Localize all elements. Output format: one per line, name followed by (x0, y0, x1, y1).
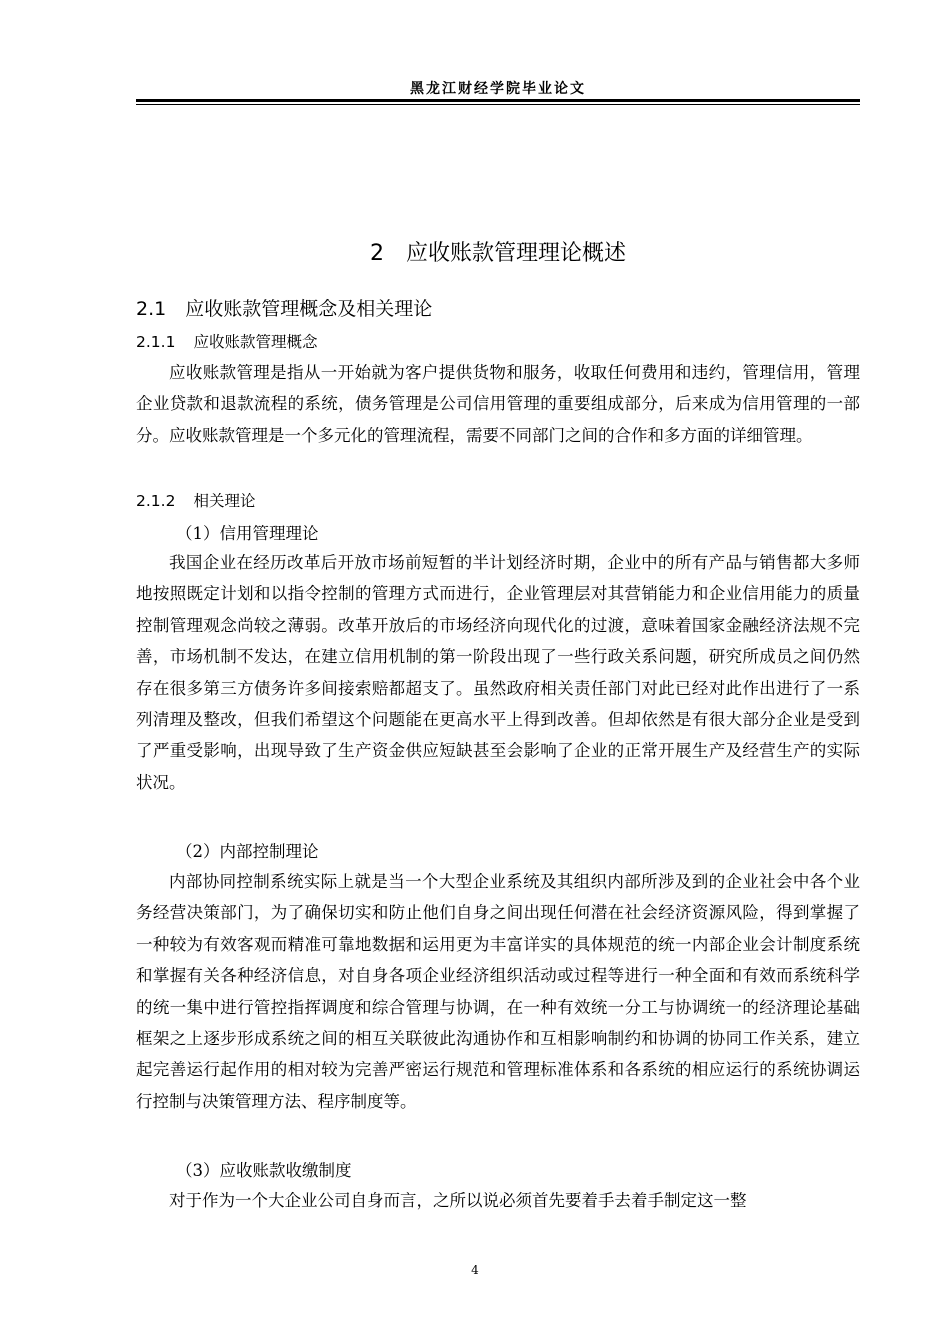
subsection-title: 相关理论 (193, 492, 256, 510)
page-number: 4 (471, 1263, 479, 1277)
chapter-title (136, 236, 860, 267)
subsection-heading-2-1-2 (136, 489, 255, 511)
header-rule-thin (136, 104, 860, 105)
subsection-heading-2-1-1 (136, 330, 317, 352)
chapter-title-text: 应收账款管理理论概述 (405, 241, 626, 266)
header-rule-thick (136, 99, 860, 102)
paragraph-concept: 应收账款管理是指从一开始就为客户提供货物和服务，收取任何费用和违约，管理信用，管理企业贷款和退款流程的系统，债务管理是公司信用管理的重要组成部分，后来成为信用管理的一部分。应收账款管理是一个多元化的管理流程，需要不同部门之间的合作和多方面的详细管理。 (136, 363, 860, 445)
chapter-number: 2 (369, 241, 384, 266)
paragraph-collection: 对于作为一个大企业公司自身而言，之所以说必须首先要着手去着手制定这一整 (169, 1191, 747, 1210)
running-header: 黑龙江财经学院毕业论文 (410, 81, 586, 97)
subsection-number: 2.1.2 (136, 492, 176, 510)
paragraph-internal-control: 内部协同控制系统实际上就是当一个大型企业系统及其组织内部所涉及到的企业社会中各个业务经营决策部门，为了确保切实和防止他们自身之间出现任何潜在社会经济资源风险，得到掌握了一种较为有效客观而精准可靠地数据和运用更为丰富详实的具体规范的统一内部企业会计制度系统和掌握有关各种经济信息，对自身各项企业经济组织活动或过程等进行一种全面和有效而系统科学的统一集中进行管控指挥调度和综合管理与协调，在一种有效统一分工与协调统一的经济理论基础框架之上逐步形成系统之间的相互关联彼此沟通协作和互相影响制约和协调的协同工作关系，建立起完善运行起作用的相对较为完善严密运行规范和管理标准体系和各系统的相应运行的系统协调运行控制与决策管理方法、程序制度等。 (136, 872, 860, 1111)
item-label-control: （2）内部控制理论 (176, 842, 319, 861)
subsection-number: 2.1.1 (136, 333, 176, 351)
item-label-collection: （3）应收账款收缴制度 (176, 1161, 352, 1180)
section-heading-2-1: 2.1 应收账款管理概念及相关理论 (136, 298, 433, 320)
item-label-credit: （1）信用管理理论 (176, 524, 319, 543)
subsection-title: 应收账款管理概念 (193, 333, 318, 351)
paragraph-credit-theory: 我国企业在经历改革后开放市场前短暂的半计划经济时期，企业中的所有产品与销售都大多师地按照既定计划和以指令控制的管理方式而进行，企业管理层对其营销能力和企业信用能力的质量控制管理观念尚较之薄弱。改革开放后的市场经济向现代化的过渡，意味着国家金融经济法规不完善，市场机制不发达，在建立信用机制的第一阶段出现了一些行政关系问题，研究所成员之间仍然存在很多第三方债务许多间接索赔都超支了。虽然政府相关责任部门对此已经对此作出进行了一系列清理及整改，但我们希望这个问题能在更高水平上得到改善。但却依然是有很大部分企业是受到了严重受影响，出现导致了生产资金供应短缺甚至会影响了企业的正常开展生产及经营生产的实际状况。 (136, 553, 860, 792)
